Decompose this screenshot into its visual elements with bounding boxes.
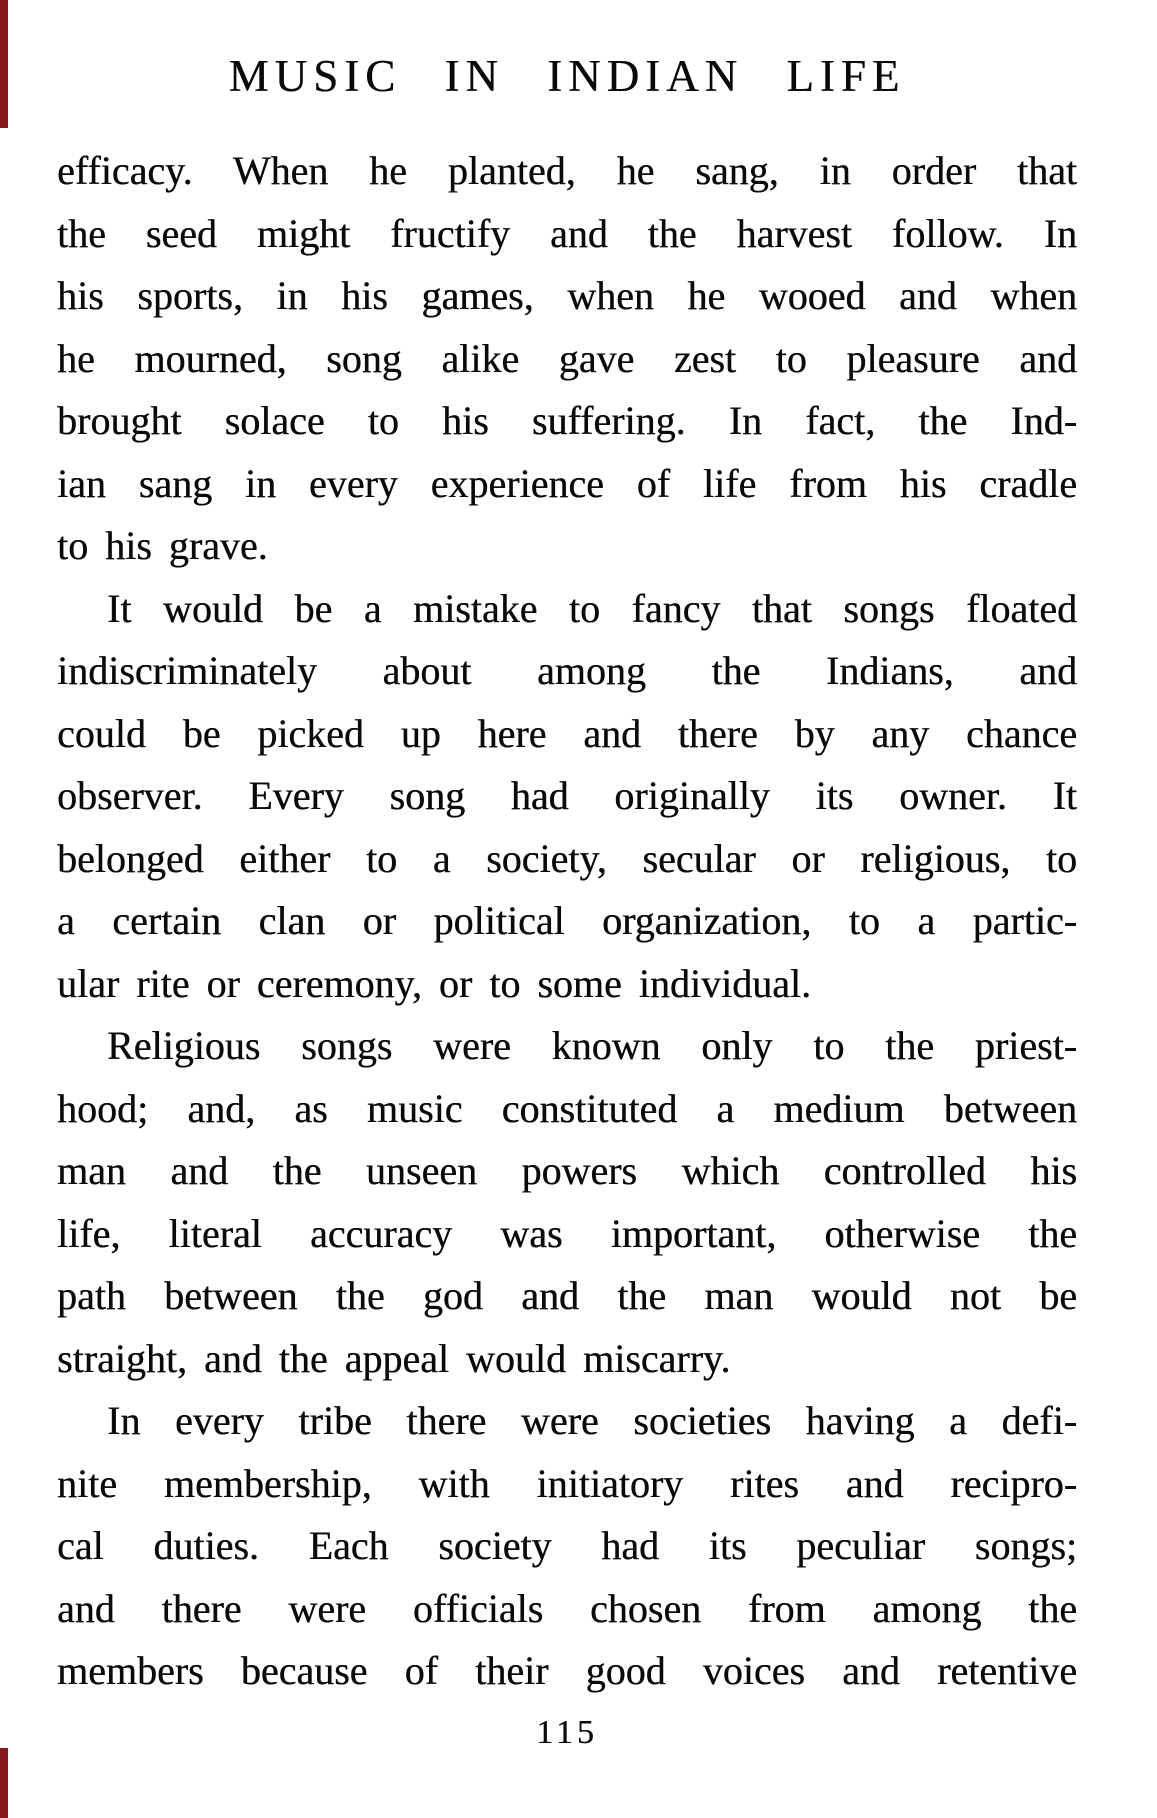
text-line: members because of their good voices and retentive <box>57 1648 1077 1693</box>
text-line: man and the unseen powers which controlled his <box>57 1148 1077 1193</box>
text-line: to his grave. <box>57 523 268 568</box>
paragraph <box>57 140 1077 578</box>
page-header: MUSIC IN INDIAN LIFE <box>228 51 906 101</box>
paragraph <box>57 1015 1077 1390</box>
text-line: nite membership, with initiatory rites and recipro- <box>57 1460 1077 1506</box>
scan-edge-artifact-top <box>0 0 8 128</box>
text-line: indiscriminately about among the Indians, and <box>57 648 1077 693</box>
text-line: his sports, in his games, when he wooed and when <box>57 273 1077 318</box>
text-line: hood; and, as music constituted a medium between <box>57 1085 1077 1131</box>
text-line: could be picked up here and there by any chance <box>57 710 1077 756</box>
text-line: ular rite or ceremony, or to some individual. <box>57 960 811 1006</box>
text-line: efficacy. When he planted, he sang, in order that <box>57 148 1077 193</box>
paragraph <box>57 1390 1077 1703</box>
text-line: It would be a mistake to fancy that songs floated <box>107 585 1077 631</box>
body-text <box>57 140 1077 1703</box>
text-line: In every tribe there were societies having a defi- <box>107 1398 1077 1443</box>
text-line: straight, and the appeal would miscarry. <box>57 1335 731 1381</box>
text-line: the seed might fructify and the harvest follow. In <box>57 210 1077 256</box>
text-line: observer. Every song had originally its owner. It <box>57 773 1077 818</box>
text-line: a certain clan or political organization, to a partic- <box>57 898 1077 943</box>
page-number: 115 <box>536 1714 598 1751</box>
text-line: life, literal accuracy was important, otherwise the <box>57 1210 1077 1256</box>
text-line: belonged either to a society, secular or religious, to <box>57 835 1077 881</box>
text-line: path between the god and the man would not be <box>57 1273 1077 1318</box>
text-line: he mourned, song alike gave zest to pleasure and <box>57 335 1077 381</box>
paragraph <box>57 578 1077 1016</box>
text-line: ian sang in every experience of life from his cradle <box>57 460 1077 506</box>
text-line: and there were officials chosen from among the <box>57 1585 1077 1631</box>
scan-edge-artifact-bottom <box>0 1748 8 1818</box>
text-line: Religious songs were known only to the priest- <box>107 1023 1077 1068</box>
text-line: cal duties. Each society had its peculiar songs; <box>57 1523 1077 1568</box>
text-line: brought solace to his suffering. In fact, the Ind- <box>57 398 1077 443</box>
